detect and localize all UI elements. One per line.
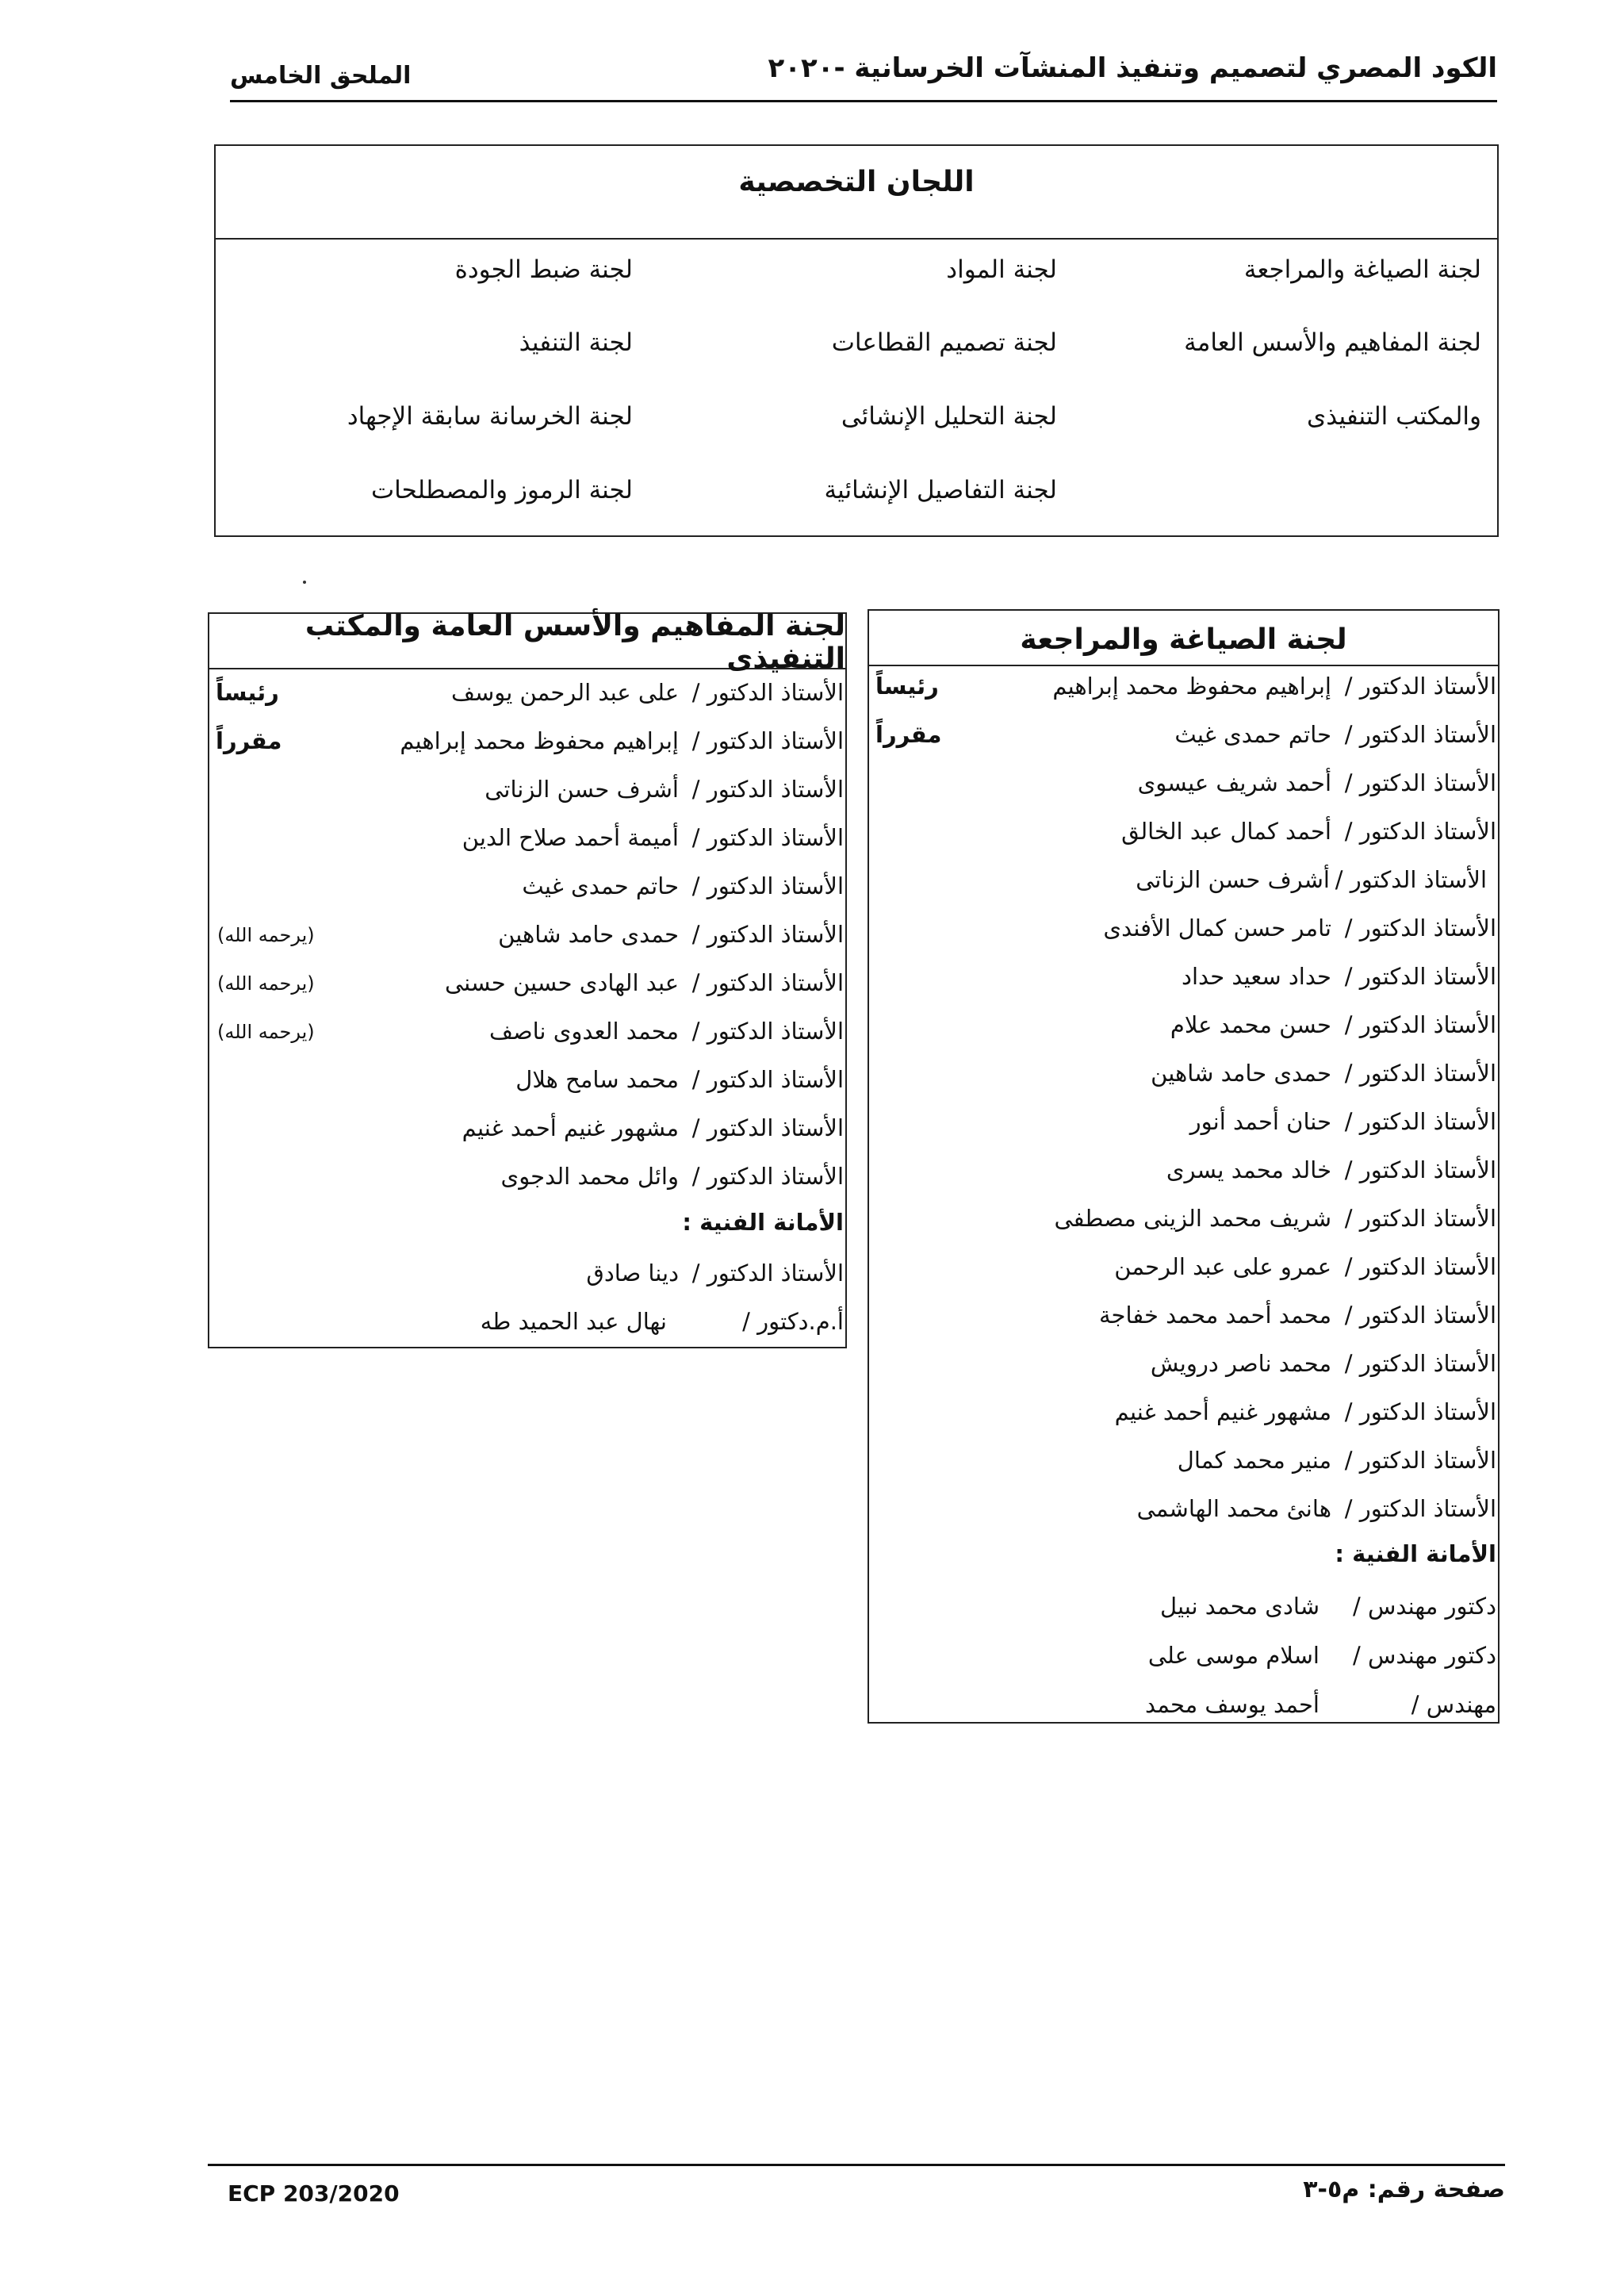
member-row — [209, 1156, 845, 1204]
member-name: حاتم حمدى غيث — [522, 872, 679, 899]
committee-item: لجنة الخرسانة سابقة الإجهاد — [347, 402, 633, 431]
member-row — [209, 866, 845, 914]
member-row — [869, 1198, 1498, 1246]
member-title: دكتور مهندس / — [1353, 1642, 1496, 1669]
member-title: الأستاذ الدكتور / — [1335, 866, 1487, 893]
committee-item: والمكتب التنفيذى — [1306, 402, 1481, 431]
page-header — [230, 48, 1497, 102]
committees-title: اللجان التخصصية — [216, 146, 1497, 240]
member-title: الأستاذ الدكتور / — [1344, 769, 1496, 796]
member-row — [209, 721, 845, 769]
member-name: حاتم حمدى غيث — [1174, 721, 1331, 748]
appendix-label: الملحق الخامس — [230, 62, 412, 90]
member-title: الأستاذ الدكتور / — [691, 1018, 844, 1045]
member-title: الأستاذ الدكتور / — [1344, 818, 1496, 845]
member-row — [869, 1344, 1498, 1391]
drafting-committee-panel — [868, 609, 1500, 1724]
member-row — [869, 1247, 1498, 1294]
member-name: محمد أحمد محمد خفاجة — [1098, 1302, 1331, 1329]
member-title: الأستاذ الدكتور / — [1344, 1253, 1496, 1280]
secretariat-row — [209, 1253, 845, 1301]
member-title: الأستاذ الدكتور / — [691, 1114, 844, 1141]
member-row — [869, 1440, 1498, 1488]
page-footer — [208, 2164, 1505, 2214]
secretariat-row — [869, 1685, 1498, 1732]
member-row — [869, 763, 1498, 811]
member-row — [869, 1102, 1498, 1149]
member-title: الأستاذ الدكتور / — [691, 921, 844, 948]
committee-item: لجنة الرموز والمصطلحات — [370, 476, 633, 504]
member-title: الأستاذ الدكتور / — [1344, 721, 1496, 748]
member-row — [869, 1150, 1498, 1198]
member-row — [869, 1295, 1498, 1343]
member-row — [869, 1005, 1498, 1053]
member-name: مشهور غنيم أحمد غنيم — [462, 1114, 679, 1141]
member-row — [869, 715, 1498, 762]
member-name: حسن محمد علام — [1170, 1011, 1331, 1038]
secretariat-label: الأمانة الفنية : — [682, 1209, 844, 1236]
member-row — [209, 769, 845, 817]
member-title: الأستاذ الدكتور / — [1344, 1156, 1496, 1183]
member-role: مقرراً — [216, 727, 282, 754]
member-title: الأستاذ الدكتور / — [1344, 1011, 1496, 1038]
member-name: محمد العدوى ناصف — [488, 1018, 679, 1045]
member-name: على عبد الرحمن يوسف — [450, 679, 679, 706]
member-name: أشرف حسن الزناتى — [1136, 866, 1330, 893]
committee-item: لجنة ضبط الجودة — [454, 255, 633, 284]
committee-item: لجنة الصياغة والمراجعة — [1243, 255, 1481, 284]
committee-item: لجنة المفاهيم والأسس العامة — [1184, 328, 1481, 357]
member-title: الأستاذ الدكتور / — [1344, 1302, 1496, 1329]
panel-title: لجنة الصياغة والمراجعة — [869, 611, 1498, 666]
member-name: أشرف حسن الزناتى — [485, 776, 679, 803]
member-row — [869, 860, 1498, 907]
member-name: دينا صادق — [586, 1260, 679, 1287]
member-name: منير محمد كمال — [1177, 1447, 1331, 1474]
member-name: مشهور غنيم أحمد غنيم — [1114, 1398, 1331, 1425]
member-row — [209, 1108, 845, 1156]
member-row — [869, 908, 1498, 956]
member-name: عبد الهادى حسين حسنى — [445, 969, 679, 996]
member-name: شادى محمد نبيل — [1160, 1593, 1320, 1620]
member-role: رئيساً — [875, 673, 939, 700]
secretariat-row — [209, 1302, 845, 1349]
member-role: مقرراً — [875, 721, 942, 748]
member-name: أحمد كمال عبد الخالق — [1121, 818, 1331, 845]
committee-item: لجنة التنفيذ — [519, 328, 633, 357]
code-reference: ECP 203/2020 — [228, 2180, 400, 2207]
member-row — [209, 1011, 845, 1059]
member-name: شريف محمد الزينى مصطفى — [1054, 1205, 1331, 1232]
member-name: إبراهيم محفوظ محمد إبراهيم — [400, 727, 679, 754]
committees-grid — [216, 240, 1497, 537]
member-title: مهندس / — [1411, 1691, 1496, 1718]
member-role: رئيساً — [216, 679, 279, 706]
member-title: الأستاذ الدكتور / — [691, 872, 844, 899]
member-row — [869, 957, 1498, 1004]
member-row — [869, 666, 1498, 714]
member-title: الأستاذ الدكتور / — [1344, 915, 1496, 941]
member-title: الأستاذ الدكتور / — [691, 1163, 844, 1190]
member-name: اسلام موسى على — [1147, 1642, 1320, 1669]
member-title: الأستاذ الدكتور / — [691, 824, 844, 851]
secretariat-row — [869, 1636, 1498, 1683]
member-name: أحمد شريف عيسوى — [1137, 769, 1331, 796]
member-name: محمد سامح هلال — [515, 1066, 679, 1093]
member-row — [209, 963, 845, 1010]
member-title: دكتور مهندس / — [1353, 1593, 1496, 1620]
concepts-committee-panel — [208, 612, 847, 1348]
member-title: الأستاذ الدكتور / — [691, 776, 844, 803]
committee-item: لجنة تصميم القطاعات — [831, 328, 1057, 357]
member-title: الأستاذ الدكتور / — [1344, 1350, 1496, 1377]
specialized-committees-table — [214, 144, 1499, 537]
member-title: الأستاذ الدكتور / — [691, 727, 844, 754]
member-name: هانئ محمد الهاشمى — [1136, 1495, 1331, 1522]
member-title: الأستاذ الدكتور / — [1344, 1495, 1496, 1522]
secretariat-row — [869, 1586, 1498, 1634]
committee-item: لجنة المواد — [946, 255, 1057, 284]
committee-item: لجنة التحليل الإنشائى — [841, 402, 1057, 431]
memorial-note: (يرحمه الله) — [217, 1021, 315, 1043]
member-name: حداد سعيد حداد — [1182, 963, 1331, 990]
member-name: خالد محمد يسرى — [1166, 1156, 1331, 1183]
member-row — [869, 1053, 1498, 1101]
member-title: أ.م.دكتور / — [742, 1308, 844, 1335]
member-row — [209, 673, 845, 720]
panel-title: لجنة المفاهيم والأسس العامة والمكتب التنفيذى — [209, 614, 845, 669]
member-title: الأستاذ الدكتور / — [691, 679, 844, 706]
member-row — [209, 915, 845, 962]
member-row — [869, 811, 1498, 859]
memorial-note: (يرحمه الله) — [217, 924, 315, 946]
secretariat-label: الأمانة الفنية : — [1335, 1540, 1496, 1567]
member-name: إبراهيم محفوظ محمد إبراهيم — [1052, 673, 1331, 700]
member-title: الأستاذ الدكتور / — [1344, 1205, 1496, 1232]
member-row — [209, 1060, 845, 1107]
member-title: الأستاذ الدكتور / — [1344, 1447, 1496, 1474]
member-name: أميمة أحمد صلاح الدين — [462, 824, 679, 851]
member-title: الأستاذ الدكتور / — [1344, 1108, 1496, 1135]
member-name: عمرو على عبد الرحمن — [1114, 1253, 1331, 1280]
member-name: حمدى حامد شاهين — [1151, 1060, 1331, 1087]
member-name: حمدى حامد شاهين — [498, 921, 679, 948]
scan-speck — [303, 581, 306, 584]
member-name: حنان أحمد أنور — [1189, 1108, 1331, 1135]
memorial-note: (يرحمه الله) — [217, 972, 315, 995]
member-title: الأستاذ الدكتور / — [1344, 1398, 1496, 1425]
member-row — [869, 1392, 1498, 1440]
member-name: محمد ناصر درويش — [1150, 1350, 1331, 1377]
document-title: الكود المصري لتصميم وتنفيذ المنشآت الخرسانية -٢٠٢٠ — [768, 52, 1497, 84]
member-title: الأستاذ الدكتور / — [1344, 1060, 1496, 1087]
member-name: أحمد يوسف محمد — [1144, 1691, 1320, 1718]
member-title: الأستاذ الدكتور / — [1344, 673, 1496, 700]
member-name: تامر حسن كمال الأفندى — [1103, 915, 1331, 941]
member-title: الأستاذ الدكتور / — [691, 1260, 844, 1287]
member-title: الأستاذ الدكتور / — [1344, 963, 1496, 990]
member-name: نهال عبد الحميد طه — [480, 1308, 667, 1335]
page-number: صفحة رقم: م٥-٣ — [1303, 2176, 1505, 2203]
member-title: الأستاذ الدكتور / — [691, 969, 844, 996]
member-name: وائل محمد الدجوى — [500, 1163, 679, 1190]
member-row — [209, 818, 845, 865]
member-row — [869, 1489, 1498, 1536]
committee-item: لجنة التفاصيل الإنشائية — [824, 476, 1057, 504]
member-title: الأستاذ الدكتور / — [691, 1066, 844, 1093]
